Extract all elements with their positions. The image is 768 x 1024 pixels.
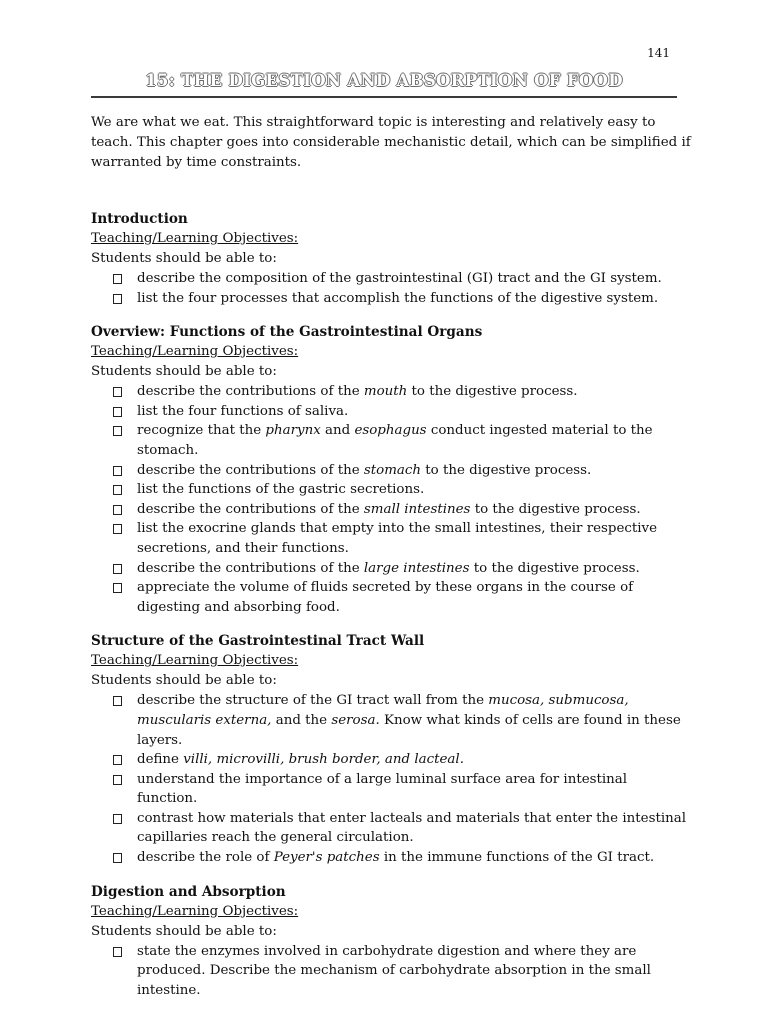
sections-container (91, 209, 691, 1000)
item-text: contrast how materials that enter lacteals and materials that enter the intestinal capillaries reach the general circulation. (137, 810, 686, 846)
checkbox-bullet-icon (113, 755, 122, 765)
list-item (91, 382, 691, 402)
item-text: list the functions of the gastric secretions. (137, 482, 425, 498)
chapter-title: 15: THE DIGESTION AND ABSORPTION OF FOOD (91, 66, 677, 98)
item-text: to the digestive process. (469, 560, 640, 576)
section (91, 631, 691, 867)
lead-text: Students should be able to: (91, 364, 277, 380)
section (91, 322, 691, 617)
list-item (91, 500, 691, 520)
emphasis-text: esophagus (354, 423, 427, 439)
checkbox-bullet-icon (113, 853, 122, 863)
page-number: 141 (647, 46, 670, 60)
item-text: recognize that the (137, 423, 266, 439)
item-text: and the (271, 712, 332, 728)
item-text: list the exocrine glands that empty into the small intestines, their respective secretions, and their functions. (137, 521, 658, 556)
section-heading: Digestion and Absorption (91, 883, 286, 900)
list-item (91, 480, 691, 500)
lead-text: Students should be able to: (91, 923, 277, 939)
list-item (91, 421, 691, 460)
item-text: to the digestive process. (407, 384, 578, 400)
objectives-label: Teaching/Learning Objectives: (91, 344, 299, 360)
objectives-label: Teaching/Learning Objectives: (91, 653, 299, 669)
objectives-list (91, 691, 691, 867)
objectives-label: Teaching/Learning Objectives: (91, 903, 299, 919)
checkbox-bullet-icon (113, 505, 122, 515)
document-body (91, 113, 691, 1014)
checkbox-bullet-icon (113, 294, 122, 304)
list-item (91, 691, 691, 750)
emphasis-text: large intestines (363, 560, 470, 576)
item-text: describe the contributions of the (137, 501, 364, 517)
list-item (91, 770, 691, 809)
emphasis-text: pharynx (265, 423, 321, 439)
checkbox-bullet-icon (113, 524, 122, 534)
item-text: describe the composition of the gastrointestinal (GI) tract and the GI system. (137, 271, 662, 286)
item-text: define (137, 752, 184, 768)
list-item (91, 559, 691, 579)
objectives-list (91, 942, 691, 1001)
list-item (91, 578, 691, 617)
checkbox-bullet-icon (113, 814, 122, 824)
item-text: understand the importance of a large luminal surface area for intestinal function. (137, 771, 628, 807)
emphasis-text: stomach (363, 462, 422, 478)
checkbox-bullet-icon (113, 775, 122, 785)
lead-text: Students should be able to: (91, 251, 277, 266)
lead-text: Students should be able to: (91, 673, 277, 689)
list-item (91, 519, 691, 558)
checkbox-bullet-icon (113, 485, 122, 495)
list-item (91, 461, 691, 481)
emphasis-text: mouth (363, 384, 408, 400)
item-text: describe the contributions of the (137, 560, 364, 576)
item-text: state the enzymes involved in carbohydrate digestion and where they are produced. Describe the mechanism of carbohydrate absorption in the small intestine. (137, 943, 651, 998)
item-text: conduct ingested material to the stomach. (137, 423, 653, 458)
section (91, 209, 691, 308)
list-item (91, 289, 691, 309)
emphasis-text: Peyer's patches (273, 850, 380, 866)
intro-paragraph: We are what we eat. This straightforward topic is interesting and relatively easy to teach. This chapter goes into considerable mechanistic detail, which can be simplified if warranted by time constraints. (91, 115, 691, 170)
section-heading: Structure of the Gastrointestinal Tract Wall (91, 633, 425, 650)
checkbox-bullet-icon (113, 696, 122, 706)
emphasis-text: small intestines (363, 501, 471, 517)
emphasis-text: mucosa, submucosa, muscularis externa, (137, 693, 629, 728)
list-item (91, 942, 691, 1001)
section (91, 882, 691, 1001)
section-heading: Overview: Functions of the Gastrointestinal Organs (91, 324, 483, 341)
checkbox-bullet-icon (113, 407, 122, 417)
checkbox-bullet-icon (113, 947, 122, 957)
emphasis-text: serosa. (331, 712, 380, 728)
list-item (91, 269, 691, 289)
list-item (91, 848, 691, 868)
objectives-list (91, 382, 691, 617)
item-text: to the digestive process. (421, 462, 592, 478)
list-item (91, 750, 691, 770)
emphasis-text: villi, microvilli, brush border, and lacteal. (183, 752, 464, 768)
checkbox-bullet-icon (113, 274, 122, 284)
checkbox-bullet-icon (113, 426, 122, 436)
item-text: list the four processes that accomplish the functions of the digestive system. (137, 290, 659, 306)
list-item (91, 402, 691, 422)
item-text: in the immune functions of the GI tract. (379, 850, 655, 866)
section-heading: Introduction (91, 211, 188, 227)
item-text: to the digestive process. (470, 501, 641, 517)
item-text: and (320, 423, 355, 439)
item-text: describe the structure of the GI tract wall from the (137, 693, 489, 709)
item-text: Know what kinds of cells are found in these layers. (137, 712, 681, 748)
item-text: describe the contributions of the (137, 462, 364, 478)
checkbox-bullet-icon (113, 564, 122, 574)
item-text: describe the role of (137, 850, 274, 866)
objectives-list (91, 269, 691, 308)
objectives-label: Teaching/Learning Objectives: (91, 231, 299, 246)
checkbox-bullet-icon (113, 583, 122, 593)
checkbox-bullet-icon (113, 387, 122, 397)
checkbox-bullet-icon (113, 466, 122, 476)
item-text: appreciate the volume of fluids secreted by these organs in the course of digesting and absorbing food. (137, 580, 634, 615)
item-text: describe the contributions of the (137, 384, 364, 400)
list-item (91, 809, 691, 848)
item-text: list the four functions of saliva. (137, 403, 349, 419)
